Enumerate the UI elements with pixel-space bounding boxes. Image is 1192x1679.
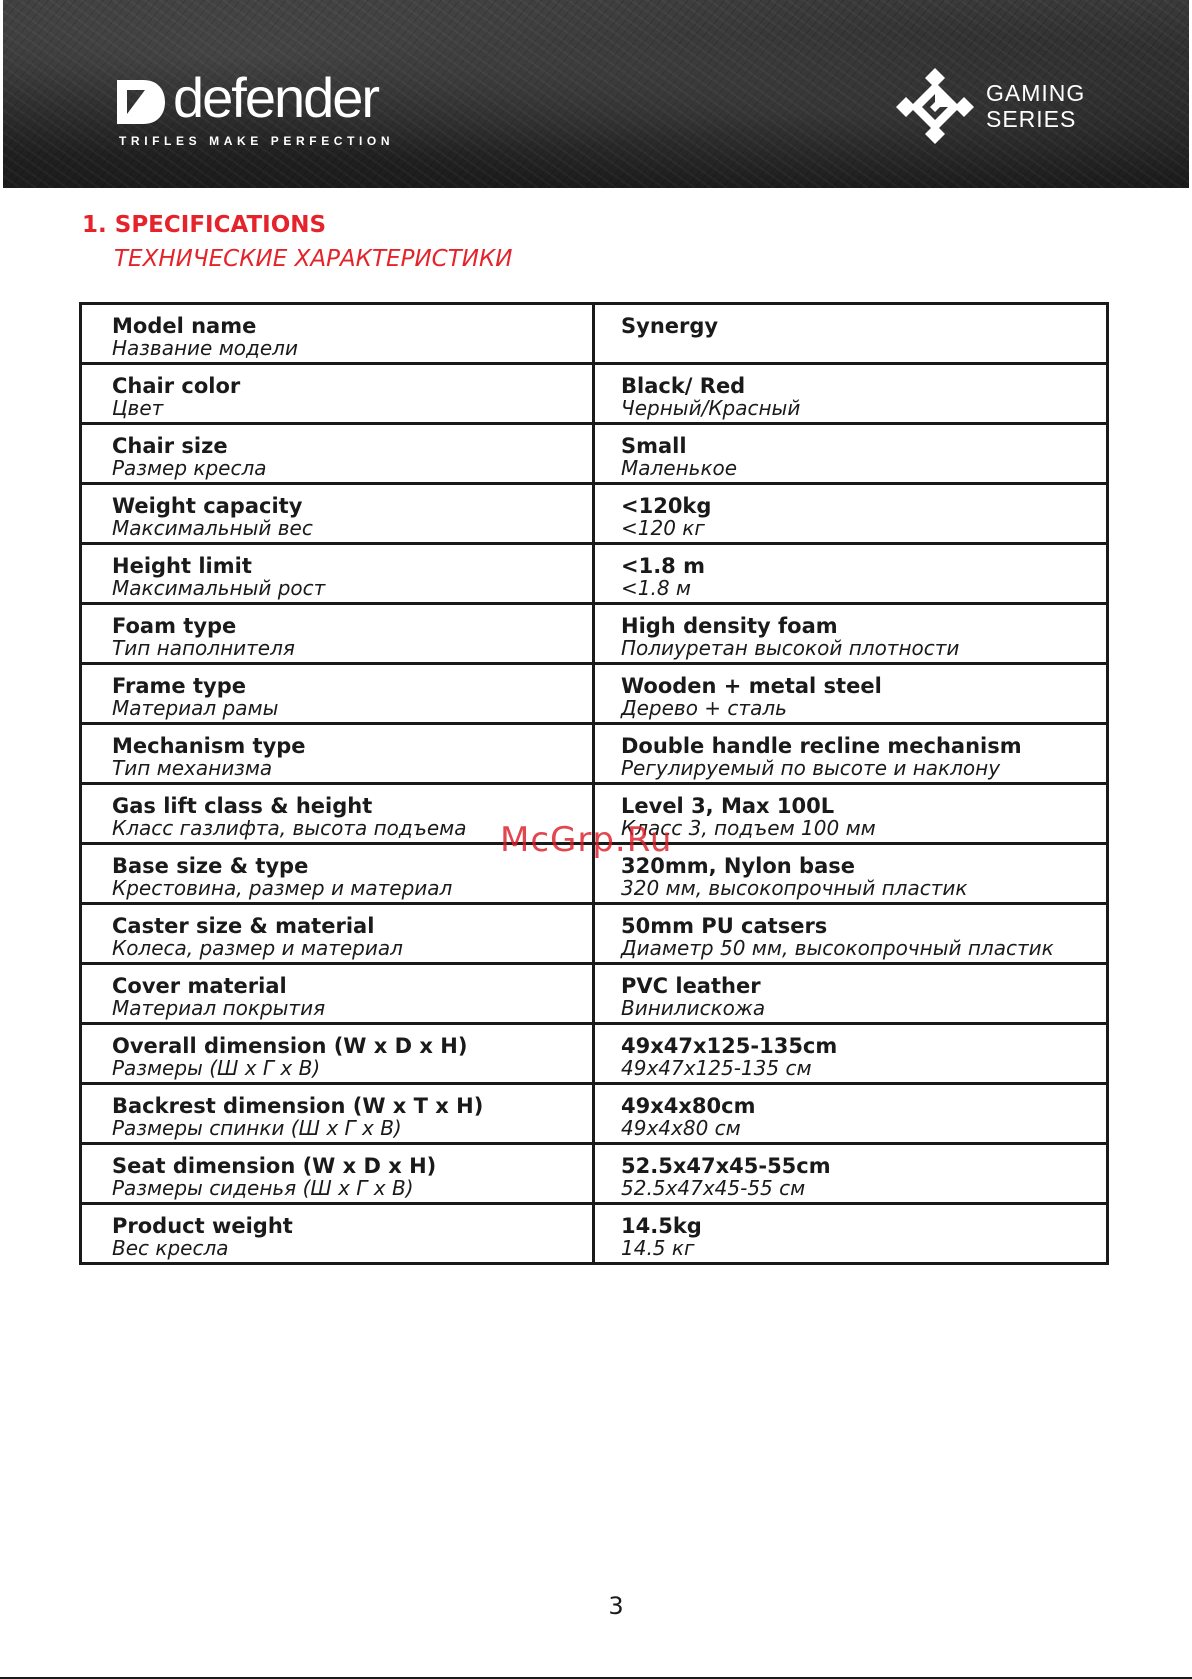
table-row [81, 904, 1108, 964]
gaming-series-badge [896, 66, 1096, 150]
table-row [81, 484, 1108, 544]
spec-label-ru: Колеса, размер и материал [112, 936, 403, 960]
table-row [81, 604, 1108, 664]
spec-label-ru: Размеры спинки (Ш х Г х В) [112, 1116, 402, 1140]
spec-label-ru: Размер кресла [112, 456, 267, 480]
spec-value-en: Double handle recline mechanism [621, 734, 1022, 758]
spec-label-ru: Материал рамы [112, 696, 279, 720]
spec-label-cell [81, 904, 594, 964]
spec-value-cell [594, 1084, 1108, 1144]
table-row [81, 304, 1108, 364]
spec-label-en: Frame type [112, 674, 246, 698]
spec-label-ru: Максимальный вес [112, 516, 313, 540]
spec-label-en: Caster size & material [112, 914, 375, 938]
spec-value-en: Level 3, Max 100L [621, 794, 835, 818]
spec-label-ru: Тип механизма [112, 756, 273, 780]
spec-value-cell [594, 1144, 1108, 1204]
spec-value-en: 320mm, Nylon base [621, 854, 855, 878]
spec-label-ru: Максимальный рост [112, 576, 326, 600]
spec-label-en: Product weight [112, 1214, 293, 1238]
table-row [81, 1144, 1108, 1204]
spec-label-cell [81, 364, 594, 424]
spec-value-cell [594, 604, 1108, 664]
spec-value-cell [594, 424, 1108, 484]
watermark: McGrp.Ru [500, 820, 673, 860]
brand-name: defender [173, 66, 379, 129]
spec-value-en: 49x4x80cm [621, 1094, 756, 1118]
spec-label-en: Chair color [112, 374, 241, 398]
table-row [81, 1024, 1108, 1084]
spec-label-ru: Тип наполнителя [112, 636, 295, 660]
table-row [81, 1204, 1108, 1264]
spec-value-en: <120kg [621, 494, 712, 518]
spec-value-ru: Черный/Красный [621, 396, 801, 420]
spec-value-ru: 52.5x47x45-55 см [621, 1176, 806, 1200]
table-row [81, 1084, 1108, 1144]
spec-label-en: Base size & type [112, 854, 309, 878]
series-line-1: GAMING [986, 80, 1086, 106]
spec-label-en: Mechanism type [112, 734, 306, 758]
spec-value-ru: Диаметр 50 мм, высокопрочный пластик [621, 936, 1054, 960]
spec-value-cell [594, 1204, 1108, 1264]
spec-label-cell [81, 724, 594, 784]
spec-label-en: Model name [112, 314, 257, 338]
spec-value-cell [594, 544, 1108, 604]
spec-label-en: Gas lift class & height [112, 794, 373, 818]
table-row [81, 364, 1108, 424]
spec-value-en: Small [621, 434, 687, 458]
spec-label-ru: Цвет [112, 396, 164, 420]
spec-label-ru: Название модели [112, 336, 298, 360]
spec-value-ru: Винилискожа [621, 996, 766, 1020]
spec-value-cell [594, 664, 1108, 724]
spec-label-ru: Материал покрытия [112, 996, 326, 1020]
spec-value-ru: 49x4x80 см [621, 1116, 741, 1140]
spec-value-ru: 320 мм, высокопрочный пластик [621, 876, 968, 900]
spec-label-en: Overall dimension (W x D x H) [112, 1034, 468, 1058]
spec-value-cell [594, 364, 1108, 424]
spec-value-cell [594, 904, 1108, 964]
spec-label-en: Chair size [112, 434, 228, 458]
spec-label-ru: Размеры (Ш х Г х В) [112, 1056, 321, 1080]
spec-value-en: 52.5x47x45-55cm [621, 1154, 831, 1178]
spec-label-en: Height limit [112, 554, 252, 578]
table-row [81, 964, 1108, 1024]
section-subtitle: ТЕХНИЧЕСКИЕ ХАРАКТЕРИСТИКИ [114, 246, 513, 272]
defender-logo-icon [115, 78, 167, 126]
spec-value-en: <1.8 m [621, 554, 705, 578]
spec-value-ru: Регулируемый по высоте и наклону [621, 756, 1001, 780]
spec-value-en: Black/ Red [621, 374, 746, 398]
series-line-2: SERIES [986, 106, 1077, 132]
spec-label-cell [81, 1144, 594, 1204]
table-row [81, 424, 1108, 484]
spec-value-ru: <1.8 м [621, 576, 692, 600]
spec-value-ru: Маленькое [621, 456, 738, 480]
spec-label-ru: Класс газлифта, высота подъема [112, 816, 467, 840]
spec-label-cell [81, 424, 594, 484]
spec-value-ru: 14.5 кг [621, 1236, 695, 1260]
spec-value-en: 14.5kg [621, 1214, 702, 1238]
gaming-series-label [986, 80, 1085, 132]
spec-label-en: Foam type [112, 614, 237, 638]
table-row [81, 544, 1108, 604]
table-row [81, 664, 1108, 724]
spec-value-cell [594, 484, 1108, 544]
spec-value-ru: Полиуретан высокой плотности [621, 636, 960, 660]
spec-label-cell [81, 964, 594, 1024]
page-number: 3 [608, 1592, 624, 1620]
spec-label-cell [81, 664, 594, 724]
spec-value-cell [594, 1024, 1108, 1084]
spec-label-cell [81, 1024, 594, 1084]
section-title: 1. SPECIFICATIONS [82, 212, 327, 238]
spec-value-cell [594, 304, 1108, 364]
spec-value-en: 49x47x125-135cm [621, 1034, 838, 1058]
spec-value-cell [594, 724, 1108, 784]
spec-value-en: Wooden + metal steel [621, 674, 882, 698]
table-row [81, 724, 1108, 784]
spec-label-cell [81, 544, 594, 604]
spec-label-cell [81, 484, 594, 544]
header-banner [3, 0, 1189, 188]
spec-label-ru: Размеры сиденья (Ш х Г х В) [112, 1176, 414, 1200]
gaming-series-logo-icon [896, 66, 974, 146]
spec-label-ru: Вес кресла [112, 1236, 229, 1260]
spec-label-ru: Крестовина, размер и материал [112, 876, 453, 900]
spec-label-cell [81, 1084, 594, 1144]
spec-value-cell [594, 964, 1108, 1024]
spec-value-ru: 49x47x125-135 см [621, 1056, 812, 1080]
spec-value-en: PVC leather [621, 974, 761, 998]
spec-label-cell [81, 1204, 594, 1264]
spec-label-cell [81, 304, 594, 364]
spec-value-ru: Класс 3, подъем 100 мм [621, 816, 876, 840]
specifications-table [79, 302, 1109, 1265]
spec-label-cell [81, 604, 594, 664]
spec-label-en: Cover material [112, 974, 287, 998]
spec-value-en: Synergy [621, 314, 719, 338]
spec-value-ru: <120 кг [621, 516, 705, 540]
spec-value-en: High density foam [621, 614, 838, 638]
spec-label-en: Seat dimension (W x D x H) [112, 1154, 437, 1178]
spec-label-en: Backrest dimension (W x T x H) [112, 1094, 484, 1118]
spec-label-en: Weight capacity [112, 494, 303, 518]
spec-value-ru: Дерево + сталь [621, 696, 787, 720]
brand-tagline: TRIFLES MAKE PERFECTION [119, 134, 395, 148]
spec-value-en: 50mm PU catsers [621, 914, 828, 938]
